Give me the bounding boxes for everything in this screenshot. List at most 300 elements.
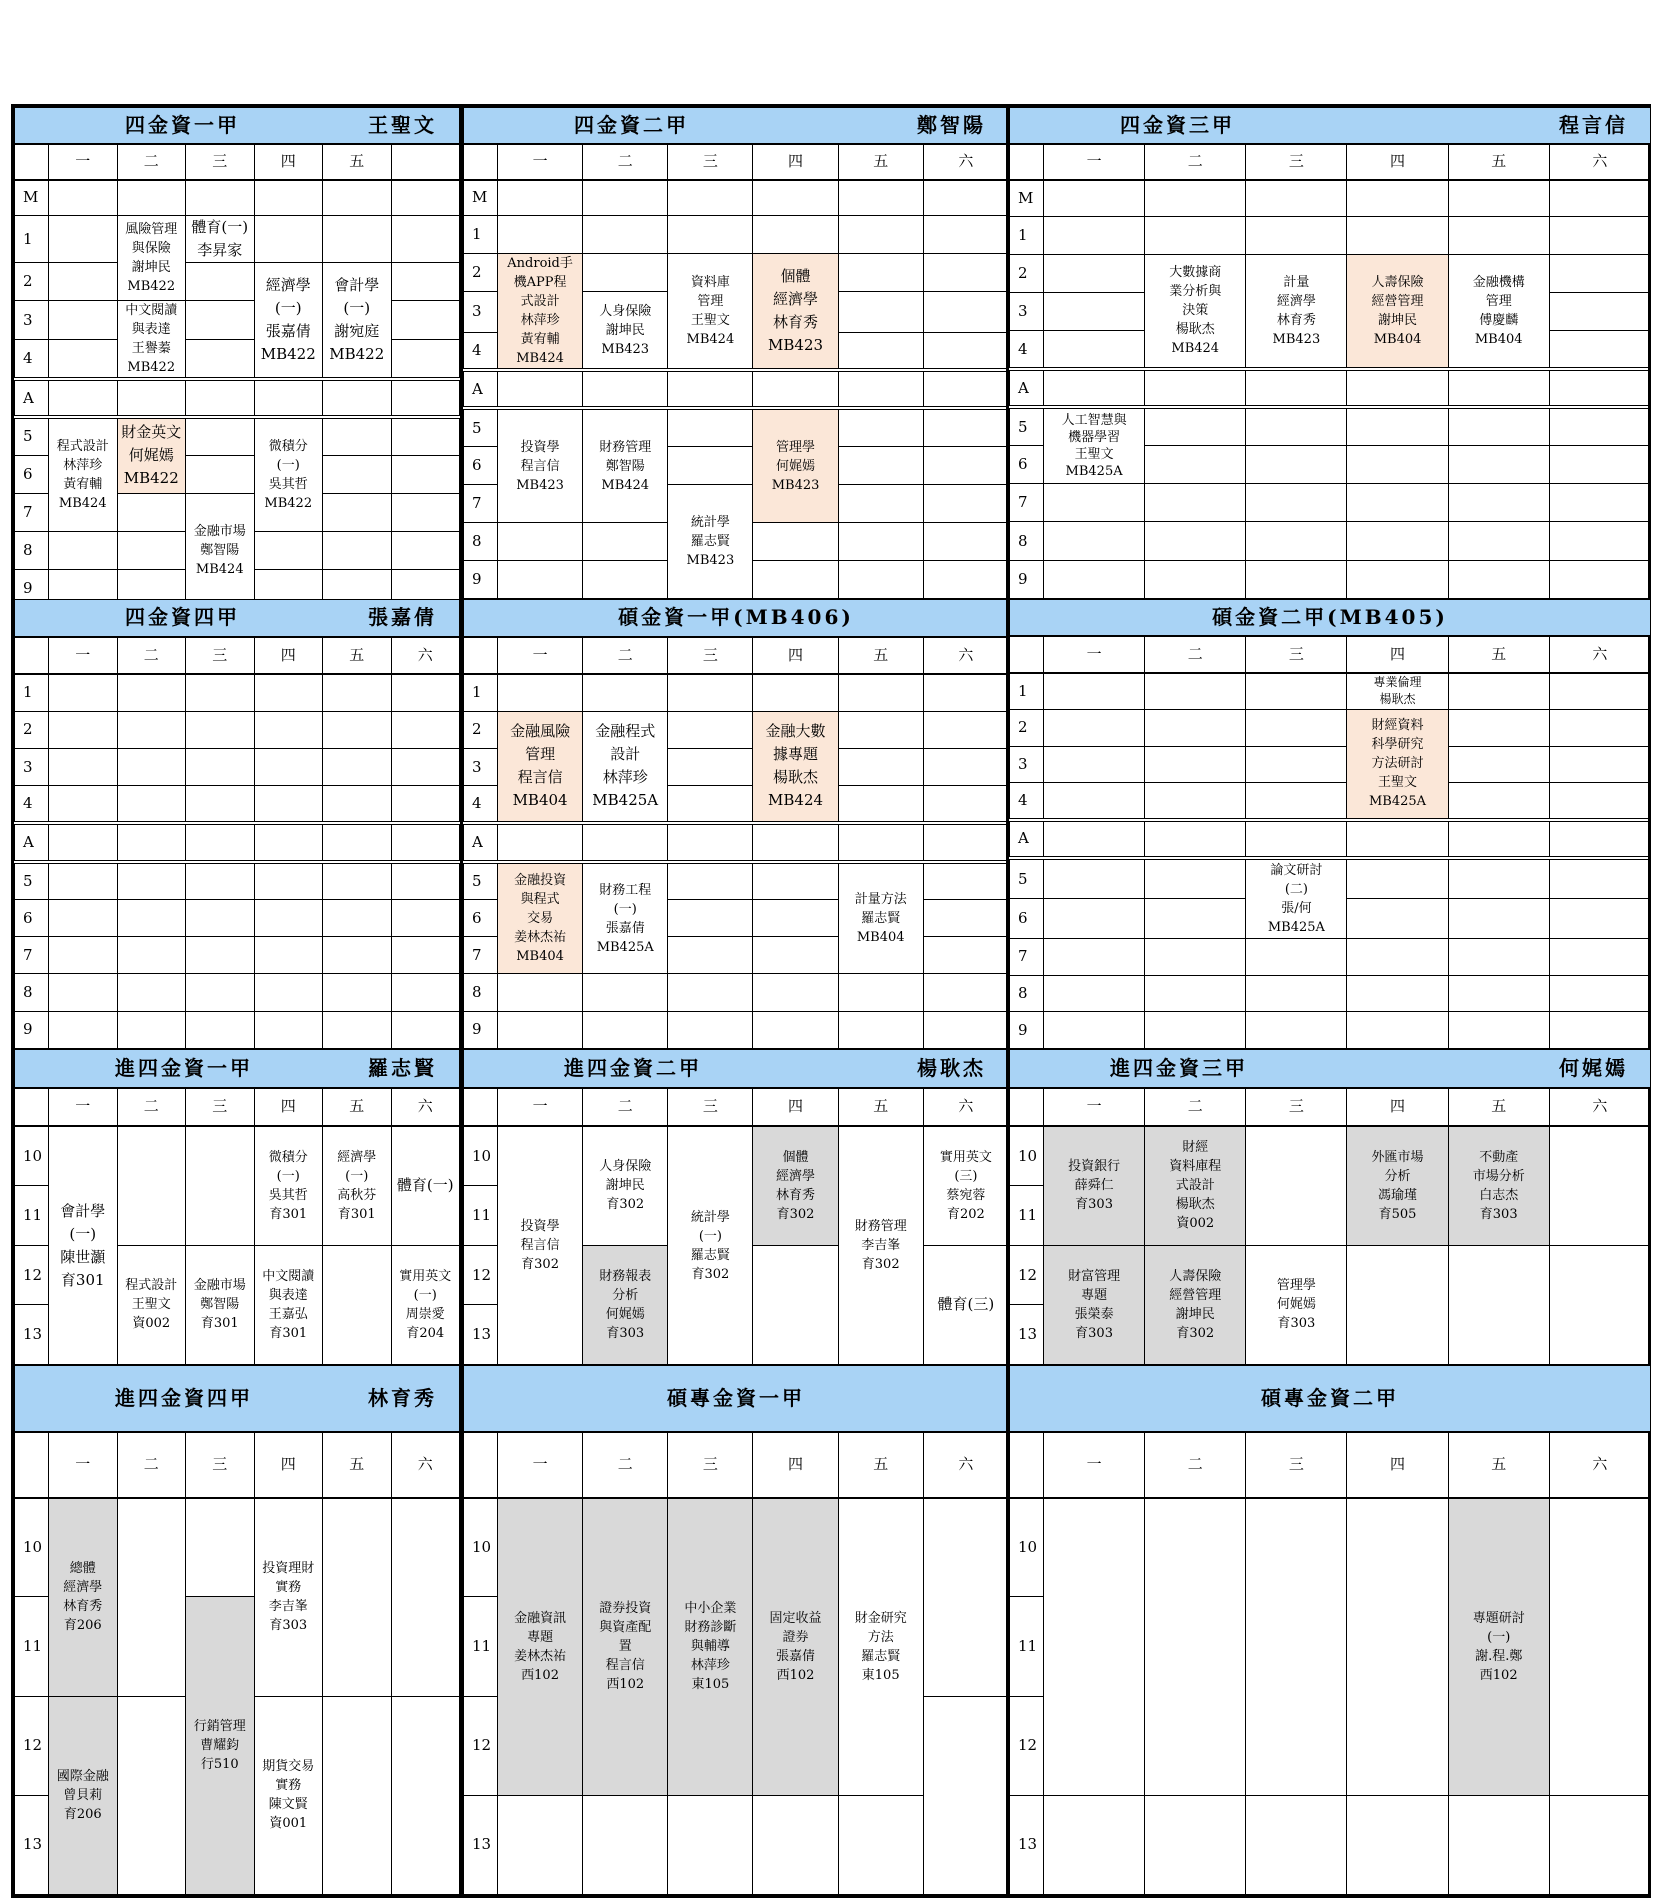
table-row [15,216,460,263]
empty-slot [1448,820,1549,859]
day-header: 三 [1246,1432,1347,1498]
empty-slot [391,180,460,216]
table-row [1010,975,1651,1012]
course-cell: 財富管理 專題 張榮泰 育303 [1068,1268,1121,1341]
period-label: 9 [464,560,498,598]
course-slot [49,417,118,531]
course-slot [583,292,668,371]
empty-slot [1044,331,1145,369]
empty-slot [838,484,923,522]
day-header: 一 [49,637,118,674]
class-name: 四金資二甲 [574,112,689,137]
course-slot [464,600,1009,637]
empty-slot [186,674,255,711]
period-label: 2 [15,711,49,748]
course-slot [1448,1126,1549,1245]
course-slot [15,108,460,144]
empty-slot [1347,522,1448,560]
class-name: 進四金資三甲 [1110,1055,1248,1080]
day-header: 一 [49,144,118,180]
empty-slot [323,1011,392,1048]
empty-slot [498,560,583,598]
empty-slot [1044,938,1145,975]
schedule-table [1009,107,1651,599]
period-label: A [464,823,498,862]
empty-slot [49,216,118,263]
period-label: 2 [1010,254,1044,292]
course-slot [117,417,186,493]
empty-slot [323,786,392,823]
period-label: 4 [464,332,498,370]
course-slot [186,1245,255,1364]
period-label: M [15,180,49,216]
period-label: 10 [464,1126,498,1186]
empty-slot [186,1126,255,1245]
table-row [15,823,460,862]
empty-slot [323,216,392,263]
timetable-sheet [11,104,1651,1898]
empty-slot [668,674,753,711]
course-slot [668,1126,753,1364]
period-label: 13 [1010,1795,1044,1894]
empty-slot [391,263,460,301]
course-cell: 大數據商 業分析與 決策 楊耿杰 MB424 [1169,265,1222,357]
course-slot [1246,1245,1347,1364]
course-slot [668,1498,753,1796]
day-header: 二 [1145,144,1246,180]
empty-slot [254,180,323,216]
empty-slot [49,531,118,569]
empty-slot [254,1011,323,1048]
course-cell: 行銷管理 曹耀鈞 行510 [193,1719,246,1773]
empty-slot [1347,216,1448,254]
table-row [1010,1432,1651,1498]
empty-slot [668,786,753,823]
timetable-block [14,1365,460,1895]
empty-slot [1145,445,1246,483]
empty-slot [117,711,186,748]
empty-slot [1549,820,1650,859]
empty-slot [323,899,392,936]
course-cell: 總體 經濟學 林育秀 育206 [63,1561,103,1634]
empty-slot [1448,746,1549,783]
empty-slot [923,786,1008,823]
empty-slot [838,560,923,598]
empty-slot [49,786,118,823]
timetable-block [460,599,1009,1049]
course-slot [1347,710,1448,820]
empty-slot [1549,858,1650,898]
day-header: 二 [583,144,668,180]
empty-slot [117,674,186,711]
course-slot [753,1126,838,1245]
empty-slot [1044,254,1145,292]
period-label: 8 [1010,975,1044,1012]
empty-slot [117,1498,186,1696]
empty-slot [1549,710,1650,747]
empty-slot [583,974,668,1011]
day-header: 二 [583,637,668,674]
empty-slot [323,711,392,748]
empty-slot [117,937,186,974]
course-slot [49,1696,118,1894]
empty-slot [1549,673,1650,710]
course-slot [117,301,186,380]
course-slot [323,1126,392,1245]
table-row [15,144,460,180]
empty-slot [1145,180,1246,216]
empty-slot [668,1795,753,1894]
table-row [15,340,460,379]
table-row [1010,938,1651,975]
course-slot [15,1366,460,1432]
empty-slot [923,711,1008,748]
day-header: 三 [186,637,255,674]
day-header: 六 [391,1088,460,1126]
empty-slot [1145,1498,1246,1796]
empty-slot [391,674,460,711]
course-cell: 人工智慧與 機器學習 王聖文 MB425A [1061,413,1127,480]
table-row [464,1011,1009,1048]
empty-slot [15,144,49,180]
table-row [464,1432,1009,1498]
period-label: 11 [15,1597,49,1696]
course-slot [498,1126,583,1364]
empty-slot [464,144,498,180]
empty-slot [923,216,1008,254]
day-header: 二 [583,1432,668,1498]
period-label: 11 [15,1186,49,1246]
course-cell: 資料庫 管理 王聖文 MB424 [686,275,735,348]
course-cell: 微積分 (一) 吳其哲 育301 [268,1149,308,1222]
table-row [1010,522,1651,560]
table-row [1010,636,1651,673]
day-header: 四 [753,637,838,674]
period-label: 13 [15,1305,49,1365]
course-slot [1246,254,1347,369]
empty-slot [668,937,753,974]
day-header: 一 [1044,144,1145,180]
empty-slot [583,216,668,254]
table-row [1010,858,1651,898]
course-cell: 專業倫理 楊耿杰 [1373,675,1422,707]
table-row [1010,108,1651,144]
empty-slot [668,216,753,254]
course-cell: 統計學 (一) 羅志賢 育302 [690,1209,730,1282]
empty-slot [498,1011,583,1048]
empty-slot [1549,1245,1650,1364]
course-cell: 財經資料 科學研究 方法研討 王聖文 MB425A [1369,718,1427,810]
course-cell: 財務管理 李吉峯 育302 [854,1219,907,1273]
day-header: 三 [668,637,753,674]
empty-slot [49,180,118,216]
empty-slot [498,180,583,216]
empty-slot [254,823,323,862]
day-header: 二 [1145,1432,1246,1498]
table-row [15,974,460,1011]
empty-slot [1246,710,1347,747]
empty-slot [1246,746,1347,783]
advisor-name: 張嘉倩 [368,605,437,630]
empty-slot [1044,820,1145,859]
table-row [15,1050,460,1088]
empty-slot [117,493,186,531]
empty-slot [117,1126,186,1245]
empty-slot [1448,898,1549,938]
empty-slot [391,974,460,1011]
period-label: 2 [464,711,498,748]
schedule-table [14,107,460,608]
empty-slot [923,180,1008,216]
day-header: 一 [49,1432,118,1498]
empty-slot [1549,180,1650,216]
day-header: 一 [498,1432,583,1498]
empty-slot [49,711,118,748]
day-header: 四 [1347,636,1448,673]
day-header: 三 [668,1432,753,1498]
period-label: 5 [464,862,498,899]
empty-slot [668,823,753,862]
empty-slot [254,216,323,263]
empty-slot [1145,783,1246,820]
empty-slot [1044,710,1145,747]
course-slot [1145,1245,1246,1364]
empty-slot [15,1088,49,1126]
empty-slot [1347,445,1448,483]
empty-slot [186,748,255,785]
course-cell: 金融資訊 專題 姜林杰祐 西102 [514,1610,567,1683]
course-cell: 中小企業 財務診斷 與輔導 林萍珍 東105 [684,1601,737,1693]
day-header: 五 [838,1432,923,1498]
course-slot [1010,108,1651,144]
empty-slot [323,1696,392,1894]
course-slot [186,1597,255,1895]
empty-slot [668,1011,753,1048]
course-cell: 程式設計 王聖文 資002 [125,1278,178,1332]
empty-slot [1145,1795,1246,1894]
period-label: 10 [464,1498,498,1597]
table-row [15,379,460,417]
course-cell: 經濟學 (一) 張嘉倩 MB422 [260,276,316,363]
course-slot [923,1126,1008,1245]
table-row [15,1126,460,1186]
course-slot [1044,1126,1145,1245]
empty-slot [1549,1012,1650,1049]
day-header: 一 [498,144,583,180]
empty-slot [1145,975,1246,1012]
empty-slot [186,1498,255,1597]
empty-slot [186,340,255,379]
empty-slot [391,455,460,493]
table-row [15,711,460,748]
empty-slot [323,823,392,862]
table-row [1010,484,1651,522]
course-cell: 財經 資料庫程 式設計 楊耿杰 資002 [1169,1140,1222,1232]
course-slot [1010,1366,1651,1432]
course-slot [391,1126,460,1245]
empty-slot [1549,560,1650,598]
period-label: 4 [15,340,49,379]
course-slot [391,1245,460,1364]
empty-slot [1448,1012,1549,1049]
empty-slot [1246,1126,1347,1245]
course-cell: 管理學 何娓嫣 MB423 [771,439,820,493]
period-label: 6 [1010,445,1044,483]
empty-slot [1010,144,1044,180]
empty-slot [668,974,753,1011]
empty-slot [464,1432,498,1498]
course-slot [1448,1498,1549,1796]
empty-slot [838,180,923,216]
empty-slot [391,301,460,340]
period-label: A [15,823,49,862]
empty-slot [323,1498,392,1696]
day-header: 四 [254,637,323,674]
empty-slot [1246,783,1347,820]
empty-slot [583,1795,668,1894]
table-row [15,1011,460,1048]
empty-slot [753,823,838,862]
empty-slot [838,332,923,370]
empty-slot [1145,858,1246,898]
empty-slot [838,370,923,408]
period-label: 6 [464,446,498,484]
course-slot [1145,1126,1246,1245]
course-cell: 財金英文 何娓嫣 MB422 [121,423,182,488]
day-header: 三 [1246,1088,1347,1126]
period-label: 7 [15,937,49,974]
day-header: 六 [391,637,460,674]
empty-slot [1010,1088,1044,1126]
course-slot [498,408,583,522]
course-slot [464,1366,1009,1432]
empty-slot [323,974,392,1011]
period-label: 3 [1010,293,1044,331]
empty-slot [1549,484,1650,522]
empty-slot [838,408,923,446]
period-label: 1 [464,216,498,254]
timetable-block [14,599,460,1049]
course-cell: 金融大數 據專題 楊耿杰 MB424 [765,722,826,810]
day-header: 一 [49,1088,118,1126]
course-slot [464,1050,1009,1088]
period-label: 13 [464,1795,498,1894]
empty-slot [498,216,583,254]
course-cell: 人身保險 謝坤民 育302 [599,1159,652,1213]
empty-slot [1044,560,1145,598]
empty-slot [923,899,1008,936]
empty-slot [254,786,323,823]
empty-slot [49,674,118,711]
day-header: 五 [323,144,392,180]
empty-slot [254,862,323,899]
empty-slot [1448,445,1549,483]
empty-slot [1044,898,1145,938]
course-cell: 中文閱讀 與表達 王嘉弘 育301 [262,1268,315,1341]
empty-slot [753,560,838,598]
empty-slot [186,862,255,899]
period-label: 8 [15,531,49,569]
course-slot [498,711,583,823]
empty-slot [1549,1126,1650,1245]
empty-slot [1145,746,1246,783]
day-header: 五 [1448,144,1549,180]
table-row [464,144,1009,180]
class-name: 四金資四甲 [125,605,240,630]
course-cell: 專題研討 (一) 謝.程.鄭 西102 [1472,1610,1525,1683]
empty-slot [1145,407,1246,445]
day-header: 六 [923,1088,1008,1126]
empty-slot [254,937,323,974]
empty-slot [838,292,923,333]
class-name: 碩專金資二甲 [1261,1385,1399,1410]
advisor-name: 鄭智陽 [917,112,986,137]
empty-slot [1549,1498,1650,1796]
period-label: 9 [1010,1012,1044,1049]
empty-slot [323,417,392,455]
empty-slot [186,301,255,340]
course-slot [1347,673,1448,710]
empty-slot [254,379,323,417]
empty-slot [117,974,186,1011]
day-header: 六 [1549,144,1650,180]
empty-slot [1145,820,1246,859]
course-cell: 經濟學 (一) 高秋芬 育301 [337,1149,377,1222]
empty-slot [1246,216,1347,254]
course-slot [753,1498,838,1796]
advisor-name: 王聖文 [368,112,437,137]
course-slot [117,216,186,301]
class-name: 碩專金資一甲 [667,1385,805,1410]
course-slot [583,1126,668,1245]
empty-slot [1246,369,1347,407]
empty-slot [1044,673,1145,710]
course-cell: 管理學 何娓嫣 育303 [1276,1278,1316,1332]
course-cell: 財金研究 方法 羅志賢 東105 [854,1610,907,1683]
empty-slot [923,1011,1008,1048]
course-cell: 國際金融 曾貝莉 育206 [56,1768,109,1822]
day-header: 二 [583,1088,668,1126]
table-row [15,180,460,216]
empty-slot [498,823,583,862]
empty-slot [49,301,118,340]
empty-slot [117,379,186,417]
empty-slot [923,1498,1008,1696]
table-row [464,408,1009,446]
course-cell: 人身保險 謝坤民 MB423 [599,303,652,357]
empty-slot [1347,1498,1448,1796]
empty-slot [391,216,460,263]
empty-slot [838,823,923,862]
empty-slot [117,786,186,823]
period-label: 1 [1010,216,1044,254]
table-row [1010,180,1651,216]
course-slot [1010,1050,1651,1088]
advisor-name: 楊耿杰 [917,1055,986,1080]
empty-slot [753,370,838,408]
period-label: 6 [15,899,49,936]
empty-slot [753,674,838,711]
table-row [15,108,460,144]
empty-slot [1549,445,1650,483]
day-header: 三 [668,1088,753,1126]
course-slot [186,493,255,607]
empty-slot [753,1795,838,1894]
timetable-block [14,1049,460,1365]
course-cell: 金融程式 設計 林萍珍 MB425A [592,722,659,810]
table-row [1010,216,1651,254]
period-label: 7 [1010,484,1044,522]
